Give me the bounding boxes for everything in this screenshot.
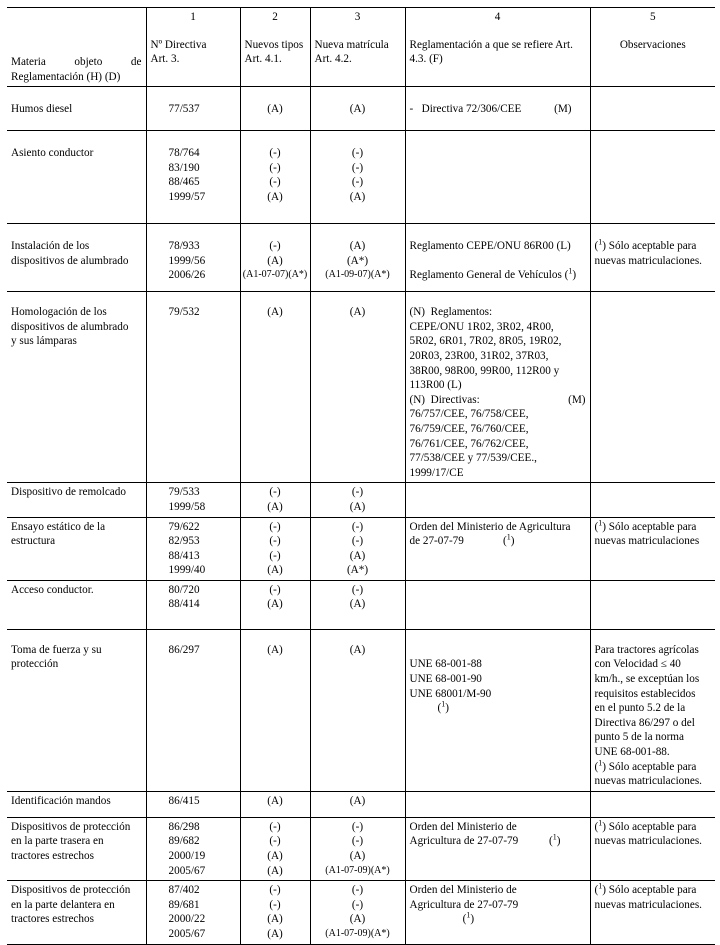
nuevos-line: (A) xyxy=(267,864,283,877)
matricula-line: (-) xyxy=(351,161,364,174)
nuevos-line: (-) xyxy=(269,240,281,253)
directiva-cell xyxy=(146,517,240,580)
directivas-line: 78/933 xyxy=(168,240,200,253)
observaciones-cell xyxy=(590,292,715,483)
matricula-line: (A) xyxy=(349,794,366,807)
footnote-marker: 1 xyxy=(598,237,603,247)
nuevos-line: (-) xyxy=(269,835,281,848)
materia-line: y sus lámparas xyxy=(11,335,77,348)
matricula-line: (-) xyxy=(351,520,364,533)
materia-line: Dispositivos de protección xyxy=(11,820,131,833)
materia-cell xyxy=(7,224,146,292)
nuevos-tipos-cell xyxy=(240,881,310,944)
nueva-matricula-cell xyxy=(310,483,405,517)
header-materia xyxy=(7,8,146,87)
directivas-line: 77/537 xyxy=(168,103,200,116)
directivas-line: 79/532 xyxy=(168,306,200,319)
reglamentacion-line: 1999/17/CE xyxy=(409,466,464,479)
reglamentacion-line xyxy=(410,254,586,269)
observaciones-line: Directiva 86/297 o del xyxy=(594,716,695,729)
directiva-cell xyxy=(146,292,240,483)
directivas-line: 86/297 xyxy=(168,643,200,656)
observaciones-cell xyxy=(590,791,715,817)
reglamentacion-cell xyxy=(405,517,590,580)
header-col2-line2: Art. 4.1. xyxy=(244,53,282,66)
reglamentacion-cell xyxy=(405,131,590,224)
directivas-line: 82/953 xyxy=(168,535,200,548)
directivas-line: 79/533 xyxy=(168,486,200,499)
col-number-3: 3 xyxy=(354,11,361,23)
matricula-line: (-) xyxy=(351,583,364,596)
nuevos-line: (A) xyxy=(267,794,283,807)
header-col3 xyxy=(310,8,405,87)
directivas-line: 89/682 xyxy=(168,835,200,848)
directivas-line: 1999/58 xyxy=(168,500,206,513)
matricula-line: (A) xyxy=(349,643,366,656)
nuevos-tipos-cell xyxy=(240,817,310,880)
nuevos-tipos-cell xyxy=(240,87,310,131)
materia-line: Dispositivo de remolcado xyxy=(11,486,126,499)
matricula-line: (-) xyxy=(351,820,364,833)
nuevos-tipos-cell xyxy=(240,292,310,483)
observaciones-line: con Velocidad ≤ 40 xyxy=(594,658,681,671)
table-row xyxy=(7,292,715,483)
nuevos-line: (A) xyxy=(267,927,283,940)
directivas-line: 78/764 xyxy=(168,147,200,160)
footnote-marker: 1 xyxy=(598,818,603,828)
nuevos-line: (-) xyxy=(269,549,281,562)
materia-cell xyxy=(7,580,146,629)
observaciones-line: ($^1$) Sólo aceptable para xyxy=(594,517,697,533)
matricula-line: (-) xyxy=(351,535,364,548)
directivas-line: 87/402 xyxy=(168,884,200,897)
observaciones-line: en el punto 5.2 de la xyxy=(594,702,686,715)
header-col1-line1: Nº Directiva xyxy=(150,38,207,51)
materia-line: en la parte trasera en xyxy=(11,835,104,848)
observaciones-cell xyxy=(590,131,715,224)
reglamentacion-line: UNE 68001/M-90 xyxy=(409,687,492,700)
table-row xyxy=(7,791,715,817)
nuevos-line: (A) xyxy=(267,500,283,513)
table-row xyxy=(7,483,715,517)
reglamentacion-line xyxy=(410,643,586,658)
header-col4-line2: 4.3. (F) xyxy=(409,53,443,66)
materia-line: dispositivos de alumbrado xyxy=(11,320,129,333)
reglamentacion-line: 76/759/CEE, 76/760/CEE, xyxy=(409,422,529,435)
observaciones-line: punto 5 de la norma xyxy=(594,731,684,744)
nuevos-line: (A) xyxy=(267,103,283,116)
observaciones-line: ($^1$) Sólo aceptable para xyxy=(594,237,697,253)
footnote-marker: 1 xyxy=(598,517,603,527)
observaciones-line: ($^1$) Sólo aceptable para xyxy=(594,818,697,833)
observaciones-cell xyxy=(590,517,715,580)
materia-line: tractores estrechos xyxy=(11,913,94,926)
matricula-line: (-) xyxy=(351,884,364,897)
materia-cell xyxy=(7,292,146,483)
reglamentacion-cell xyxy=(405,224,590,292)
nuevos-tipos-cell xyxy=(240,517,310,580)
materia-line: Humos diesel xyxy=(11,103,73,116)
directiva-cell xyxy=(146,791,240,817)
directivas-line: 89/681 xyxy=(168,898,200,911)
nueva-matricula-cell xyxy=(310,791,405,817)
observaciones-line: nuevas matriculaciones. xyxy=(594,898,702,911)
reglamentacion-line: (N) Directivas: xyxy=(409,393,480,406)
directivas-line: 83/190 xyxy=(168,161,200,174)
header-col1 xyxy=(146,8,240,87)
materia-cell xyxy=(7,483,146,517)
reglamentacion-cell xyxy=(405,292,590,483)
reglamentacion-line: 76/761/CEE, 76/762/CEE, xyxy=(409,437,529,450)
nuevos-line: (-) xyxy=(269,520,281,533)
nuevos-line: (A) xyxy=(267,913,283,926)
directivas-line: 2006/26 xyxy=(168,269,206,282)
nuevos-line: (A1-07-07)(A*) xyxy=(242,269,308,281)
observaciones-line: requisitos establecidos xyxy=(594,687,696,700)
matricula-line: (A1-07-09)(A*) xyxy=(325,927,390,939)
nuevos-line: (-) xyxy=(269,147,281,160)
nuevos-line: (-) xyxy=(269,583,281,596)
nuevos-tipos-cell xyxy=(240,483,310,517)
directivas-line: 86/415 xyxy=(168,794,200,807)
header-col3-line2: Art. 4.2. xyxy=(314,53,352,66)
observaciones-line: UNE 68-001-88. xyxy=(594,746,670,759)
col-number-2: 2 xyxy=(272,11,278,23)
matricula-line: (A) xyxy=(349,306,366,319)
materia-line: en la parte delantera en xyxy=(11,898,115,911)
observaciones-line: Para tractores agrícolas xyxy=(594,643,699,656)
col-number-1: 1 xyxy=(190,11,196,23)
materia-line: Identificación mandos xyxy=(11,794,111,807)
nuevos-line: (-) xyxy=(269,161,281,174)
materia-cell xyxy=(7,87,146,131)
materia-line: Ensayo estático de la xyxy=(11,520,106,533)
nueva-matricula-cell xyxy=(310,87,405,131)
table-row xyxy=(7,517,715,580)
matricula-line: (A) xyxy=(349,240,366,253)
observaciones-cell xyxy=(590,580,715,629)
reglamentacion-line: ($^1$) xyxy=(437,699,449,715)
nuevos-line: (-) xyxy=(269,820,281,833)
reglamentacion-cell xyxy=(405,580,590,629)
observaciones-cell xyxy=(590,629,715,791)
nuevos-tipos-cell xyxy=(240,131,310,224)
reglamentacion-line: Orden del Ministerio de Agricultura xyxy=(409,520,571,533)
reglamentacion-line: UNE 68-001-90 xyxy=(409,673,482,686)
nueva-matricula-cell xyxy=(310,629,405,791)
observaciones-cell xyxy=(590,483,715,517)
reglamentacion-cell xyxy=(405,791,590,817)
reglamentacion-cell xyxy=(405,483,590,517)
reglamentacion-cell xyxy=(405,817,590,880)
matricula-line: (A) xyxy=(349,850,366,862)
matricula-line: (A1-09-07)(A*) xyxy=(325,269,390,281)
nuevos-line: (A) xyxy=(267,564,283,577)
header-col2 xyxy=(240,8,310,87)
directivas-line: 1999/56 xyxy=(168,254,206,267)
header-col3-line1: Nueva matrícula xyxy=(314,38,389,51)
reglamentacion-line: 5R02, 6R01, 7R02, 8R05, 19R02, xyxy=(409,335,562,348)
reglamentacion-line: Orden del Ministerio de xyxy=(409,884,517,897)
header-col4 xyxy=(405,8,590,87)
directivas-line: 86/298 xyxy=(168,820,200,833)
directivas-line: 79/622 xyxy=(168,520,200,533)
footnote-marker: 1 xyxy=(598,757,603,767)
matricula-line: (-) xyxy=(351,486,364,499)
matricula-line: (-) xyxy=(351,147,364,160)
header-col2-line1: Nuevos tipos xyxy=(244,38,304,51)
matricula-line: (-) xyxy=(351,898,364,911)
nueva-matricula-cell xyxy=(310,517,405,580)
directivas-line: 88/414 xyxy=(168,598,200,611)
directivas-line: 88/413 xyxy=(168,549,200,562)
table-row xyxy=(7,87,715,131)
reglamentacion-line: 38R00, 98R00, 99R00, 112R00 y xyxy=(409,364,560,377)
nueva-matricula-cell xyxy=(310,817,405,880)
footnote-marker: 1 xyxy=(441,699,446,709)
materia-line: Toma de fuerza y su xyxy=(11,643,102,656)
observaciones-cell xyxy=(590,817,715,880)
nuevos-line: (-) xyxy=(269,535,281,548)
matricula-line: (A) xyxy=(349,549,366,562)
header-col5-title: Observaciones xyxy=(619,38,686,51)
directiva-cell xyxy=(146,629,240,791)
nuevos-line: (A) xyxy=(267,190,283,203)
materia-line: protección xyxy=(11,658,59,671)
reglamentacion-mark: (M) xyxy=(568,393,586,406)
materia-line: Instalación de los xyxy=(11,240,90,253)
reglamentacion-line: (N) Reglamentos: xyxy=(409,306,493,319)
directivas-line: 1999/40 xyxy=(168,564,206,577)
reglamentacion-line: Agricultura de 27-07-79 ($^1$) xyxy=(409,832,561,848)
observaciones-line: ($^1$) Sólo aceptable para xyxy=(594,881,697,897)
header-col5 xyxy=(590,8,715,87)
reglamentacion-line: 77/538/CEE y 77/539/CEE., xyxy=(409,452,537,465)
observaciones-line: nuevas matriculaciones xyxy=(594,535,700,548)
reglamentacion-cell xyxy=(405,629,590,791)
matricula-line: (-) xyxy=(351,176,364,189)
reglamentacion-line: Orden del Ministerio de xyxy=(409,820,517,833)
directiva-cell xyxy=(146,817,240,880)
matricula-line: (A*) xyxy=(346,564,369,577)
nuevos-line: (-) xyxy=(269,176,281,189)
directiva-cell xyxy=(146,580,240,629)
reglamentacion-line: 20R03, 23R00, 31R02, 37R03, xyxy=(409,349,549,362)
table-row xyxy=(7,224,715,292)
directivas-line: 2000/19 xyxy=(168,850,206,862)
directiva-cell xyxy=(146,224,240,292)
matricula-line: (-) xyxy=(351,835,364,848)
nuevos-tipos-cell xyxy=(240,224,310,292)
materia-cell xyxy=(7,131,146,224)
reglamentacion-cell xyxy=(405,87,590,131)
materia-cell xyxy=(7,881,146,944)
reglamentacion-line: de 27-07-79 ($^1$) xyxy=(409,532,515,548)
reglamentacion-line: Reglamento CEPE/ONU 86R00 (L) xyxy=(409,240,571,253)
observaciones-cell xyxy=(590,87,715,131)
directiva-cell xyxy=(146,881,240,944)
directivas-line: 2000/22 xyxy=(168,913,206,926)
footnote-marker: 1 xyxy=(598,881,603,891)
reglamentacion-mark: (M) xyxy=(554,103,572,116)
nuevos-line: (A) xyxy=(267,306,283,319)
footnote-marker: 1 xyxy=(466,910,471,920)
matricula-line: (A1-07-09)(A*) xyxy=(325,864,390,876)
directiva-cell xyxy=(146,483,240,517)
header-col1-line2: Art. 3. xyxy=(150,53,180,66)
materia-line: Asiento conductor xyxy=(11,147,94,160)
directivas-line: 2005/67 xyxy=(168,864,206,877)
header-materia-line2: Reglamentación (H) (D) xyxy=(11,70,121,83)
directivas-line: 80/720 xyxy=(168,583,200,596)
header-row xyxy=(7,8,715,87)
table-row xyxy=(7,629,715,791)
nueva-matricula-cell xyxy=(310,881,405,944)
observaciones-line: nuevas matriculaciones. xyxy=(594,775,702,788)
materia-line: estructura xyxy=(11,535,56,548)
matricula-line: (A*) xyxy=(346,254,369,267)
materia-line: Acceso conductor. xyxy=(11,583,94,596)
materia-cell xyxy=(7,817,146,880)
reglamentacion-line: Reglamento General de Vehículos ($^1$) xyxy=(409,266,577,282)
observaciones-line: nuevas matriculaciones. xyxy=(594,835,702,848)
nuevos-line: (A) xyxy=(267,598,283,611)
reglamentacion-cell xyxy=(405,881,590,944)
header-col4-line1: Reglamentación a que se refiere Art. xyxy=(409,38,573,51)
directivas-line: 1999/57 xyxy=(168,190,206,203)
footnote-marker: 1 xyxy=(568,266,573,276)
nuevos-tipos-cell xyxy=(240,791,310,817)
reglamentacion-line: UNE 68-001-88 xyxy=(409,658,482,671)
footnote-marker: 1 xyxy=(506,532,511,542)
nueva-matricula-cell xyxy=(310,131,405,224)
footnote-marker: 1 xyxy=(552,832,557,842)
materia-line: Dispositivos de protección xyxy=(11,884,131,897)
nuevos-tipos-cell xyxy=(240,629,310,791)
directivas-line: 88/465 xyxy=(168,176,200,189)
regulation-table xyxy=(7,7,715,945)
materia-line: Homologación de los xyxy=(11,306,107,319)
materia-cell xyxy=(7,517,146,580)
reglamentacion-line: - Directiva 72/306/CEE xyxy=(409,103,522,116)
reglamentacion-line: 113R00 (L) xyxy=(409,379,462,392)
nuevos-line: (-) xyxy=(269,884,281,897)
col-number-4: 4 xyxy=(494,11,501,23)
header-materia-line1: Materia objeto de xyxy=(11,56,142,68)
matricula-line: (A) xyxy=(349,103,366,116)
table-row xyxy=(7,131,715,224)
materia-cell xyxy=(7,629,146,791)
col-number-5: 5 xyxy=(649,11,656,23)
observaciones-cell xyxy=(590,881,715,944)
observaciones-cell xyxy=(590,224,715,292)
nueva-matricula-cell xyxy=(310,292,405,483)
table-row xyxy=(7,817,715,880)
observaciones-line: km/h., se exceptúan los xyxy=(594,673,700,686)
table-row xyxy=(7,881,715,944)
nuevos-line: (A) xyxy=(267,850,283,862)
observaciones-line: ($^1$) Sólo aceptable para xyxy=(594,757,697,773)
observaciones-line: nuevas matriculaciones. xyxy=(594,254,702,267)
reglamentacion-line: 76/757/CEE, 76/758/CEE, xyxy=(409,408,529,421)
nuevos-line: (A) xyxy=(267,254,283,267)
directiva-cell xyxy=(146,131,240,224)
matricula-line: (A) xyxy=(349,598,366,611)
materia-line: dispositivos de alumbrado xyxy=(11,254,129,267)
matricula-line: (A) xyxy=(349,500,366,513)
nuevos-line: (-) xyxy=(269,898,281,911)
directiva-cell xyxy=(146,87,240,131)
matricula-line: (A) xyxy=(349,190,366,203)
nuevos-line: (A) xyxy=(267,643,283,656)
nuevos-line: (-) xyxy=(269,486,281,499)
matricula-line: (A) xyxy=(349,913,366,926)
directivas-line: 2005/67 xyxy=(168,927,206,940)
table-row xyxy=(7,580,715,629)
reglamentacion-line: Agricultura de 27-07-79 xyxy=(409,898,519,911)
nueva-matricula-cell xyxy=(310,224,405,292)
reglamentacion-line: CEPE/ONU 1R02, 3R02, 4R00, xyxy=(409,320,554,333)
materia-line: tractores estrechos xyxy=(11,850,94,862)
nuevos-tipos-cell xyxy=(240,580,310,629)
reglamentacion-line: ($^1$) xyxy=(462,910,475,926)
materia-cell xyxy=(7,791,146,817)
nueva-matricula-cell xyxy=(310,580,405,629)
